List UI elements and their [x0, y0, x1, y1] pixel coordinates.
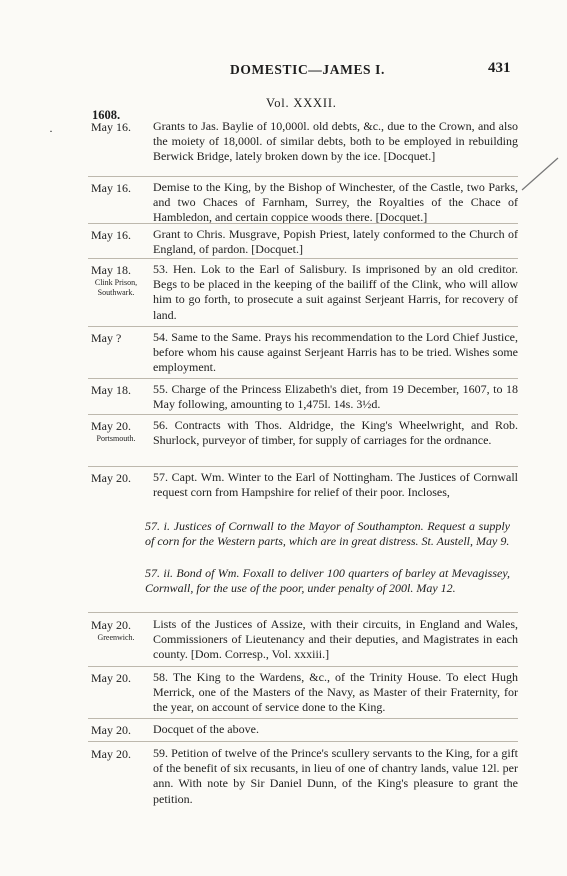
entry-text: 58. The King to the Wardens, &c., of the Trinity House. To elect Hugh Merrick, one of the Masters of the Navy, as Master of their Fraternity, for the year, on account of service done to the King. — [153, 670, 518, 715]
divider — [88, 741, 518, 742]
entry-text: 54. Same to the Same. Prays his recommendation to the Lord Chief Justice, before whom his cause against Serjeant Harris has to be tried. Wishes some employment. — [153, 330, 518, 375]
pencil-mark — [520, 154, 560, 194]
entry-date: May 18. — [91, 383, 131, 397]
divider — [88, 326, 518, 327]
enclosure-2: 57. ii. Bond of Wm. Foxall to deliver 100 quarters of barley at Mevagissey, Cornwall, for the use of the poor, under penalty of 200l. May 12. — [145, 566, 510, 596]
enclosure-1: 57. i. Justices of Cornwall to the Mayor of Southampton. Request a supply of corn for the Western parts, which are in great distress. St. Austell, May 9. — [145, 519, 510, 549]
page-number: 431 — [488, 60, 511, 76]
divider — [88, 378, 518, 379]
entry-text: Grants to Jas. Baylie of 10,000l. old debts, &c., due to the Crown, and also the moiety of 18,000l. of similar debts, both to be employed in rebuilding Berwick Bridge, lately broken down by the ice. [Docquet.] — [153, 119, 518, 164]
entry-text: 59. Petition of twelve of the Prince's scullery servants to the King, for a gift of the benefit of six recusants, in lieu of one of chantry lands, value 12l. per ann. With note by Sir Daniel Dunn, of the King's pleasure to grant the petition. — [153, 746, 518, 806]
entry-date: May 16. — [91, 120, 131, 134]
divider — [88, 258, 518, 259]
entry-date: May 16. — [91, 181, 131, 195]
entry-text: 56. Contracts with Thos. Aldridge, the King's Wheelwright, and Rob. Shurlock, purveyor of timber, for supply of carriages for the ordnance. — [153, 418, 518, 448]
entry-text: Demise to the King, by the Bishop of Winchester, of the Castle, two Parks, and two Chaces of Farnham, Surrey, the Royalties of the Chace of Hambledon, and certain coppice woods there. [Docquet.] — [153, 180, 518, 225]
entry-date: May 20. — [91, 747, 131, 761]
divider — [88, 223, 518, 224]
entry-date: May 18. — [91, 263, 131, 277]
divider — [88, 414, 518, 415]
entry-1 — [88, 119, 518, 165]
entry-place: Clink Prison, Southwark. — [94, 278, 138, 297]
entry-date: May ? — [91, 331, 122, 345]
divider — [88, 718, 518, 719]
entry-date: May 16. — [91, 228, 131, 242]
entry-9 — [88, 617, 518, 663]
entry-5 — [88, 330, 518, 376]
volume-heading: Vol. XXXII. — [266, 96, 337, 110]
entry-11 — [88, 722, 518, 737]
entry-7 — [88, 418, 518, 448]
entry-date: May 20. — [91, 618, 131, 632]
divider — [88, 612, 518, 613]
entry-3 — [88, 227, 518, 257]
divider — [88, 666, 518, 667]
entry-date: May 20. — [91, 419, 131, 433]
page-header — [0, 62, 567, 84]
entry-2 — [88, 180, 518, 226]
entry-6 — [88, 382, 518, 412]
entry-text: 57. Capt. Wm. Winter to the Earl of Nottingham. The Justices of Cornwall request corn from Hampshire for relief of their poor. Incloses, — [153, 470, 518, 500]
entry-text: Grant to Chris. Musgrave, Popish Priest, lately conformed to the Church of England, of pardon. [Docquet.] — [153, 227, 518, 257]
entry-8 — [88, 470, 518, 500]
entry-date: May 20. — [91, 723, 131, 737]
entry-place: Portsmouth. — [96, 434, 136, 443]
divider — [88, 176, 518, 177]
entry-12 — [88, 746, 518, 807]
margin-mark: · — [49, 124, 53, 138]
entry-date: May 20. — [91, 471, 131, 485]
entry-10 — [88, 670, 518, 716]
running-title: DOMESTIC—JAMES I. — [230, 62, 385, 77]
entry-text: Docquet of the above. — [153, 722, 259, 736]
entry-place: Greenwich. — [97, 633, 135, 642]
entry-text: 55. Charge of the Princess Elizabeth's diet, from 19 December, 1607, to 18 May following, amounting to 1,475l. 14s. 3½d. — [153, 382, 518, 412]
entry-date: May 20. — [91, 671, 131, 685]
entry-4 — [88, 262, 518, 323]
year-label: 1608. — [92, 108, 121, 122]
entry-text: 53. Hen. Lok to the Earl of Salisbury. Is imprisoned by an old creditor. Begs to be placed in the keeping of the bailiff of the Clink, who will allow him to go forth, to prosecute a suit against Serjeant Harris, for recovery of land. — [153, 262, 518, 322]
divider — [88, 466, 518, 467]
entry-text: Lists of the Justices of Assize, with their circuits, in England and Wales, Commissioners of Lieutenancy and their deputies, and Magistrates in each county. [Dom. Corresp., Vol. xxxiii.] — [153, 617, 518, 662]
